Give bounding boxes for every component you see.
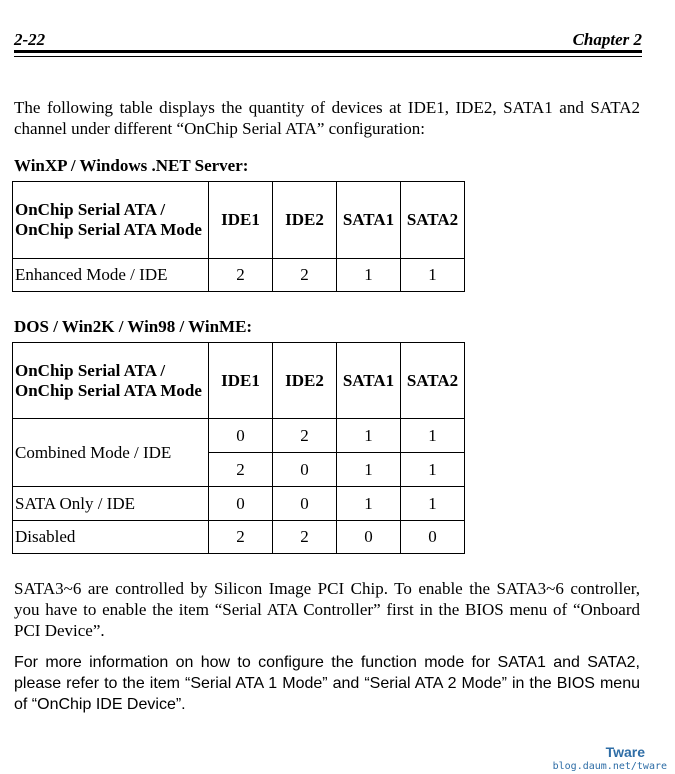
cell-ide1: 2 bbox=[209, 521, 273, 554]
cell-ide1: 2 bbox=[209, 453, 273, 487]
table-row bbox=[13, 259, 465, 292]
row-label: SATA Only / IDE bbox=[13, 487, 209, 521]
winxp-device-table bbox=[12, 181, 465, 292]
ide1-header: IDE1 bbox=[209, 182, 273, 259]
table-header-row bbox=[13, 182, 465, 259]
cell-ide2: 2 bbox=[273, 259, 337, 292]
table1-heading: WinXP / Windows .NET Server: bbox=[14, 156, 249, 175]
watermark-url: blog.daum.net/tware bbox=[552, 761, 667, 772]
page-header bbox=[14, 28, 642, 50]
mode-header: OnChip Serial ATA / OnChip Serial ATA Mode bbox=[13, 182, 209, 259]
row-label: Enhanced Mode / IDE bbox=[13, 259, 209, 292]
cell-sata1: 0 bbox=[337, 521, 401, 554]
cell-ide1: 2 bbox=[209, 259, 273, 292]
cell-sata1: 1 bbox=[337, 259, 401, 292]
cell-ide2: 2 bbox=[273, 521, 337, 554]
cell-sata2: 1 bbox=[401, 487, 465, 521]
cell-ide1: 0 bbox=[209, 419, 273, 453]
intro-paragraph: The following table displays the quantity of devices at IDE1, IDE2, SATA1 and SATA2 channel under different “OnChip Serial ATA” configuration: bbox=[14, 98, 640, 138]
watermark-brand: Tware bbox=[605, 744, 645, 760]
cell-ide2: 2 bbox=[273, 419, 337, 453]
chapter-label: Chapter 2 bbox=[572, 30, 642, 49]
dos-device-table bbox=[12, 342, 465, 554]
ide1-header: IDE1 bbox=[209, 343, 273, 419]
table-row bbox=[13, 419, 465, 453]
cell-ide1: 0 bbox=[209, 487, 273, 521]
table2-heading: DOS / Win2K / Win98 / WinME: bbox=[14, 317, 253, 336]
cell-sata1: 1 bbox=[337, 453, 401, 487]
cell-sata1: 1 bbox=[337, 487, 401, 521]
table-header-row bbox=[13, 343, 465, 419]
row-label: Combined Mode / IDE bbox=[13, 419, 209, 487]
sata1-header: SATA1 bbox=[337, 343, 401, 419]
table-row bbox=[13, 487, 465, 521]
ide2-header: IDE2 bbox=[273, 343, 337, 419]
header-rule-thick bbox=[14, 50, 642, 53]
cell-sata2: 1 bbox=[401, 419, 465, 453]
cell-ide2: 0 bbox=[273, 453, 337, 487]
cell-sata2: 1 bbox=[401, 259, 465, 292]
more-info-paragraph: For more information on how to configure the function mode for SATA1 and SATA2, please refer to the item “Serial ATA 1 Mode” and “Serial ATA 2 Mode” in the BIOS menu of “OnChip IDE Device”. bbox=[14, 654, 640, 713]
page-number: 2-22 bbox=[14, 30, 46, 49]
cell-sata2: 1 bbox=[401, 453, 465, 487]
cell-sata1: 1 bbox=[337, 419, 401, 453]
ide2-header: IDE2 bbox=[273, 182, 337, 259]
sata2-header: SATA2 bbox=[401, 343, 465, 419]
table-row bbox=[13, 521, 465, 554]
cell-sata2: 0 bbox=[401, 521, 465, 554]
sata36-paragraph: SATA3~6 are controlled by Silicon Image PCI Chip. To enable the SATA3~6 controller, you have to enable the item “Serial ATA Controller” first in the BIOS menu of “Onboard PCI Device”. bbox=[14, 579, 640, 640]
cell-ide2: 0 bbox=[273, 487, 337, 521]
sata1-header: SATA1 bbox=[337, 182, 401, 259]
row-label: Disabled bbox=[13, 521, 209, 554]
header-rule-thin bbox=[14, 56, 642, 57]
sata2-header: SATA2 bbox=[401, 182, 465, 259]
mode-header: OnChip Serial ATA / OnChip Serial ATA Mode bbox=[13, 343, 209, 419]
